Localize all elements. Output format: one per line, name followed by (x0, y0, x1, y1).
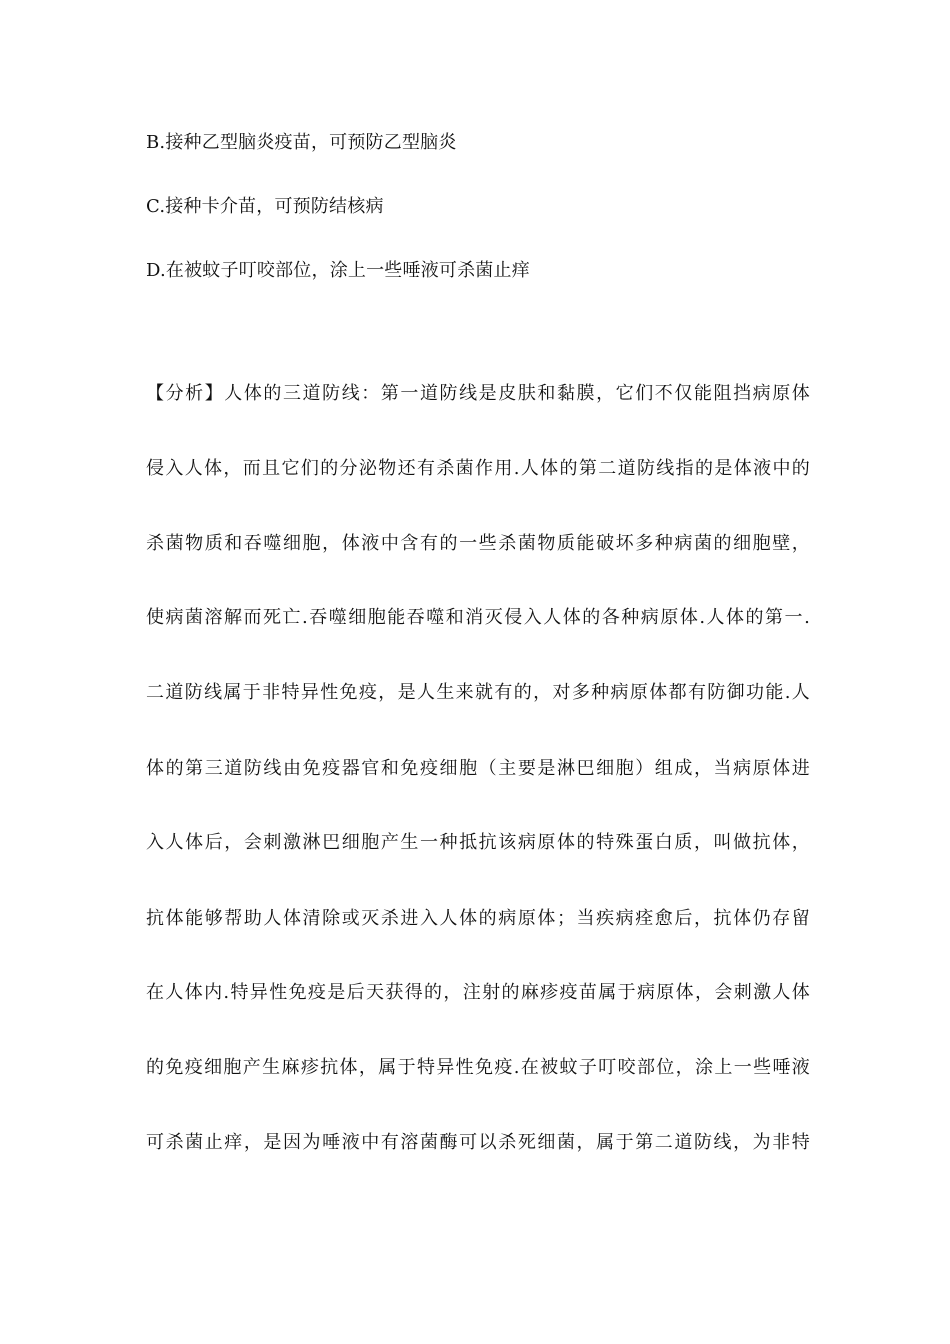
analysis-line: 入人体后，会刺激淋巴细胞产生一种抵抗该病原体的特殊蛋白质，叫做抗体， (146, 832, 810, 853)
analysis-line: 在人体内.特异性免疫是后天获得的，注射的麻疹疫苗属于病原体，会刺激人体 (146, 982, 810, 1003)
analysis-line: 可杀菌止痒，是因为唾液中有溶菌酶可以杀死细菌，属于第二道防线，为非特 (146, 1132, 810, 1153)
analysis-line: 侵入人体，而且它们的分泌物还有杀菌作用.人体的第二道防线指的是体液中的 (146, 458, 810, 479)
option-d: D.在被蚊子叮咬部位，涂上一些唾液可杀菌止痒 (146, 260, 530, 281)
option-c: C.接种卡介苗，可预防结核病 (146, 196, 384, 217)
analysis-line: 杀菌物质和吞噬细胞，体液中含有的一些杀菌物质能破坏多种病菌的细胞壁， (146, 533, 810, 554)
analysis-line: 【分析】人体的三道防线：第一道防线是皮肤和黏膜，它们不仅能阻挡病原体 (146, 383, 810, 404)
analysis-line: 的免疫细胞产生麻疹抗体，属于特异性免疫.在被蚊子叮咬部位，涂上一些唾液 (146, 1057, 810, 1078)
analysis-line: 体的第三道防线由免疫器官和免疫细胞（主要是淋巴细胞）组成，当病原体进 (146, 758, 810, 779)
option-b: B.接种乙型脑炎疫苗，可预防乙型脑炎 (146, 132, 457, 153)
analysis-line: 使病菌溶解而死亡.吞噬细胞能吞噬和消灭侵入人体的各种病原体.人体的第一. (146, 607, 810, 628)
analysis-line: 抗体能够帮助人体清除或灭杀进入人体的病原体；当疾病痊愈后，抗体仍存留 (146, 908, 810, 929)
analysis-line: 二道防线属于非特异性免疫，是人生来就有的，对多种病原体都有防御功能.人 (146, 682, 810, 703)
